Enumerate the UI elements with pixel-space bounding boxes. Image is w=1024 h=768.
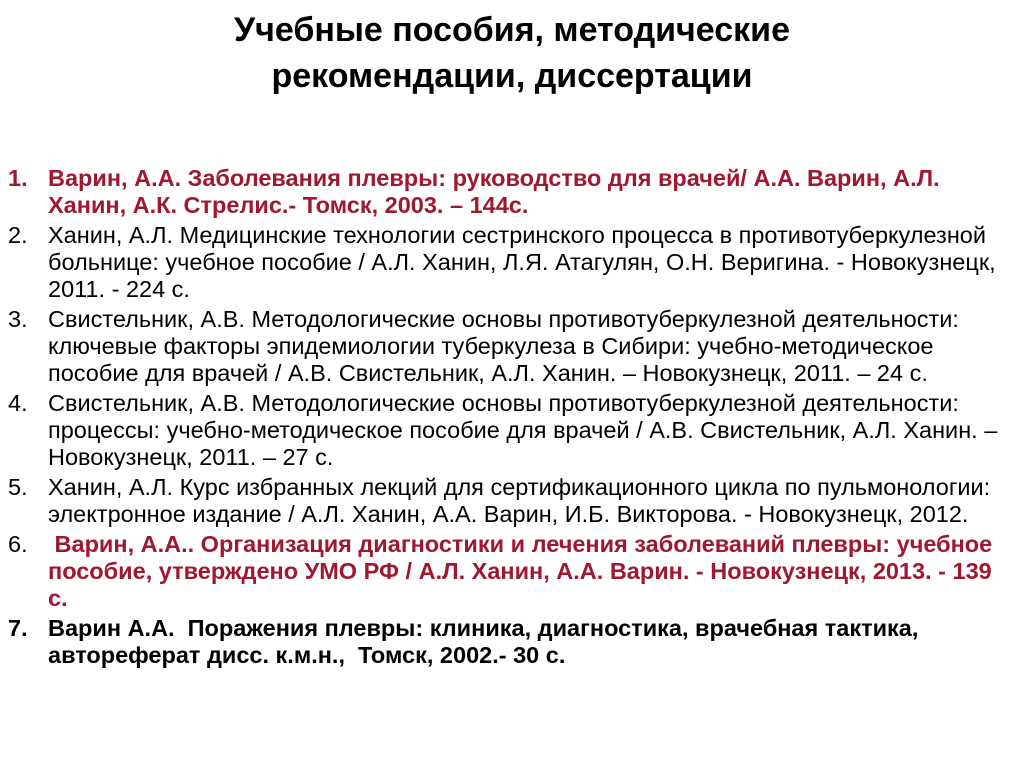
list-item [8, 306, 1008, 387]
list-item [8, 222, 1008, 303]
list-item-text: Варин А.А. Поражения плевры: клиника, диагностика, врачебная тактика, автореферат дисс. к.м.н., Томск, 2002.- 30 с. [48, 615, 925, 668]
list-item-text: Варин, А.А.. Организация диагностики и лечения заболеваний плевры: учебное пособие, утверждено УМО РФ / А.Л. Ханин, А.А. Варин. - Новокузнецк, 2013. - 139 с. [48, 531, 999, 611]
list-item-number: 3. [8, 306, 28, 332]
list-item-text: Ханин, А.Л. Курс избранных лекций для сертификационного цикла по пульмонологии: электронное издание / А.Л. Ханин, А.А. Варин, И.Б. Викторова. - Новокузнецк, 2012. [48, 474, 991, 527]
list-item-text: Ханин, А.Л. Медицинские технологии сестринского процесса в противотуберкулезной больнице: учебное пособие / А.Л. Ханин, Л.Я. Атагулян, О.Н. Веригина. - Новокузнецк, 2011. - 224 с. [48, 222, 996, 302]
reference-list [8, 165, 1008, 672]
list-item-number: 6. [8, 531, 28, 557]
list-item-number: 7. [8, 615, 28, 641]
title-line-2: рекомендации, диссертации [271, 57, 753, 95]
list-item [8, 474, 1008, 528]
list-item-text: Варин, А.А. Заболевания плевры: руководство для врачей/ А.А. Варин, А.Л. Ханин, А.К. Стрелис.- Томск, 2003. – 144с. [48, 165, 940, 218]
list-item [8, 165, 1008, 219]
list-item [8, 390, 1008, 471]
list-item-number: 5. [8, 474, 28, 500]
list-item-text: Свистельник, А.В. Методологические основы противотуберкулезной деятельности: процессы: учебно-методическое пособие для врачей / А.В. Свистельник, А.Л. Ханин. – Новокузнецк, 2011. – 27 с. [48, 390, 998, 470]
list-item [8, 615, 1008, 669]
list-item-number: 4. [8, 390, 28, 416]
list-item-text: Свистельник, А.В. Методологические основы противотуберкулезной деятельности: ключевые факторы эпидемиологии туберкулеза в Сибири: учебно-методическое пособие для врачей / А.В. Свистельник, А.Л. Ханин. – Новокузнецк, 2011. – 24 с. [48, 306, 959, 386]
list-item [8, 531, 1008, 612]
list-item-number: 2. [8, 222, 28, 248]
page-title [0, 7, 1024, 99]
title-line-1: Учебные пособия, методические [233, 11, 790, 49]
list-item-number: 1. [8, 165, 28, 191]
